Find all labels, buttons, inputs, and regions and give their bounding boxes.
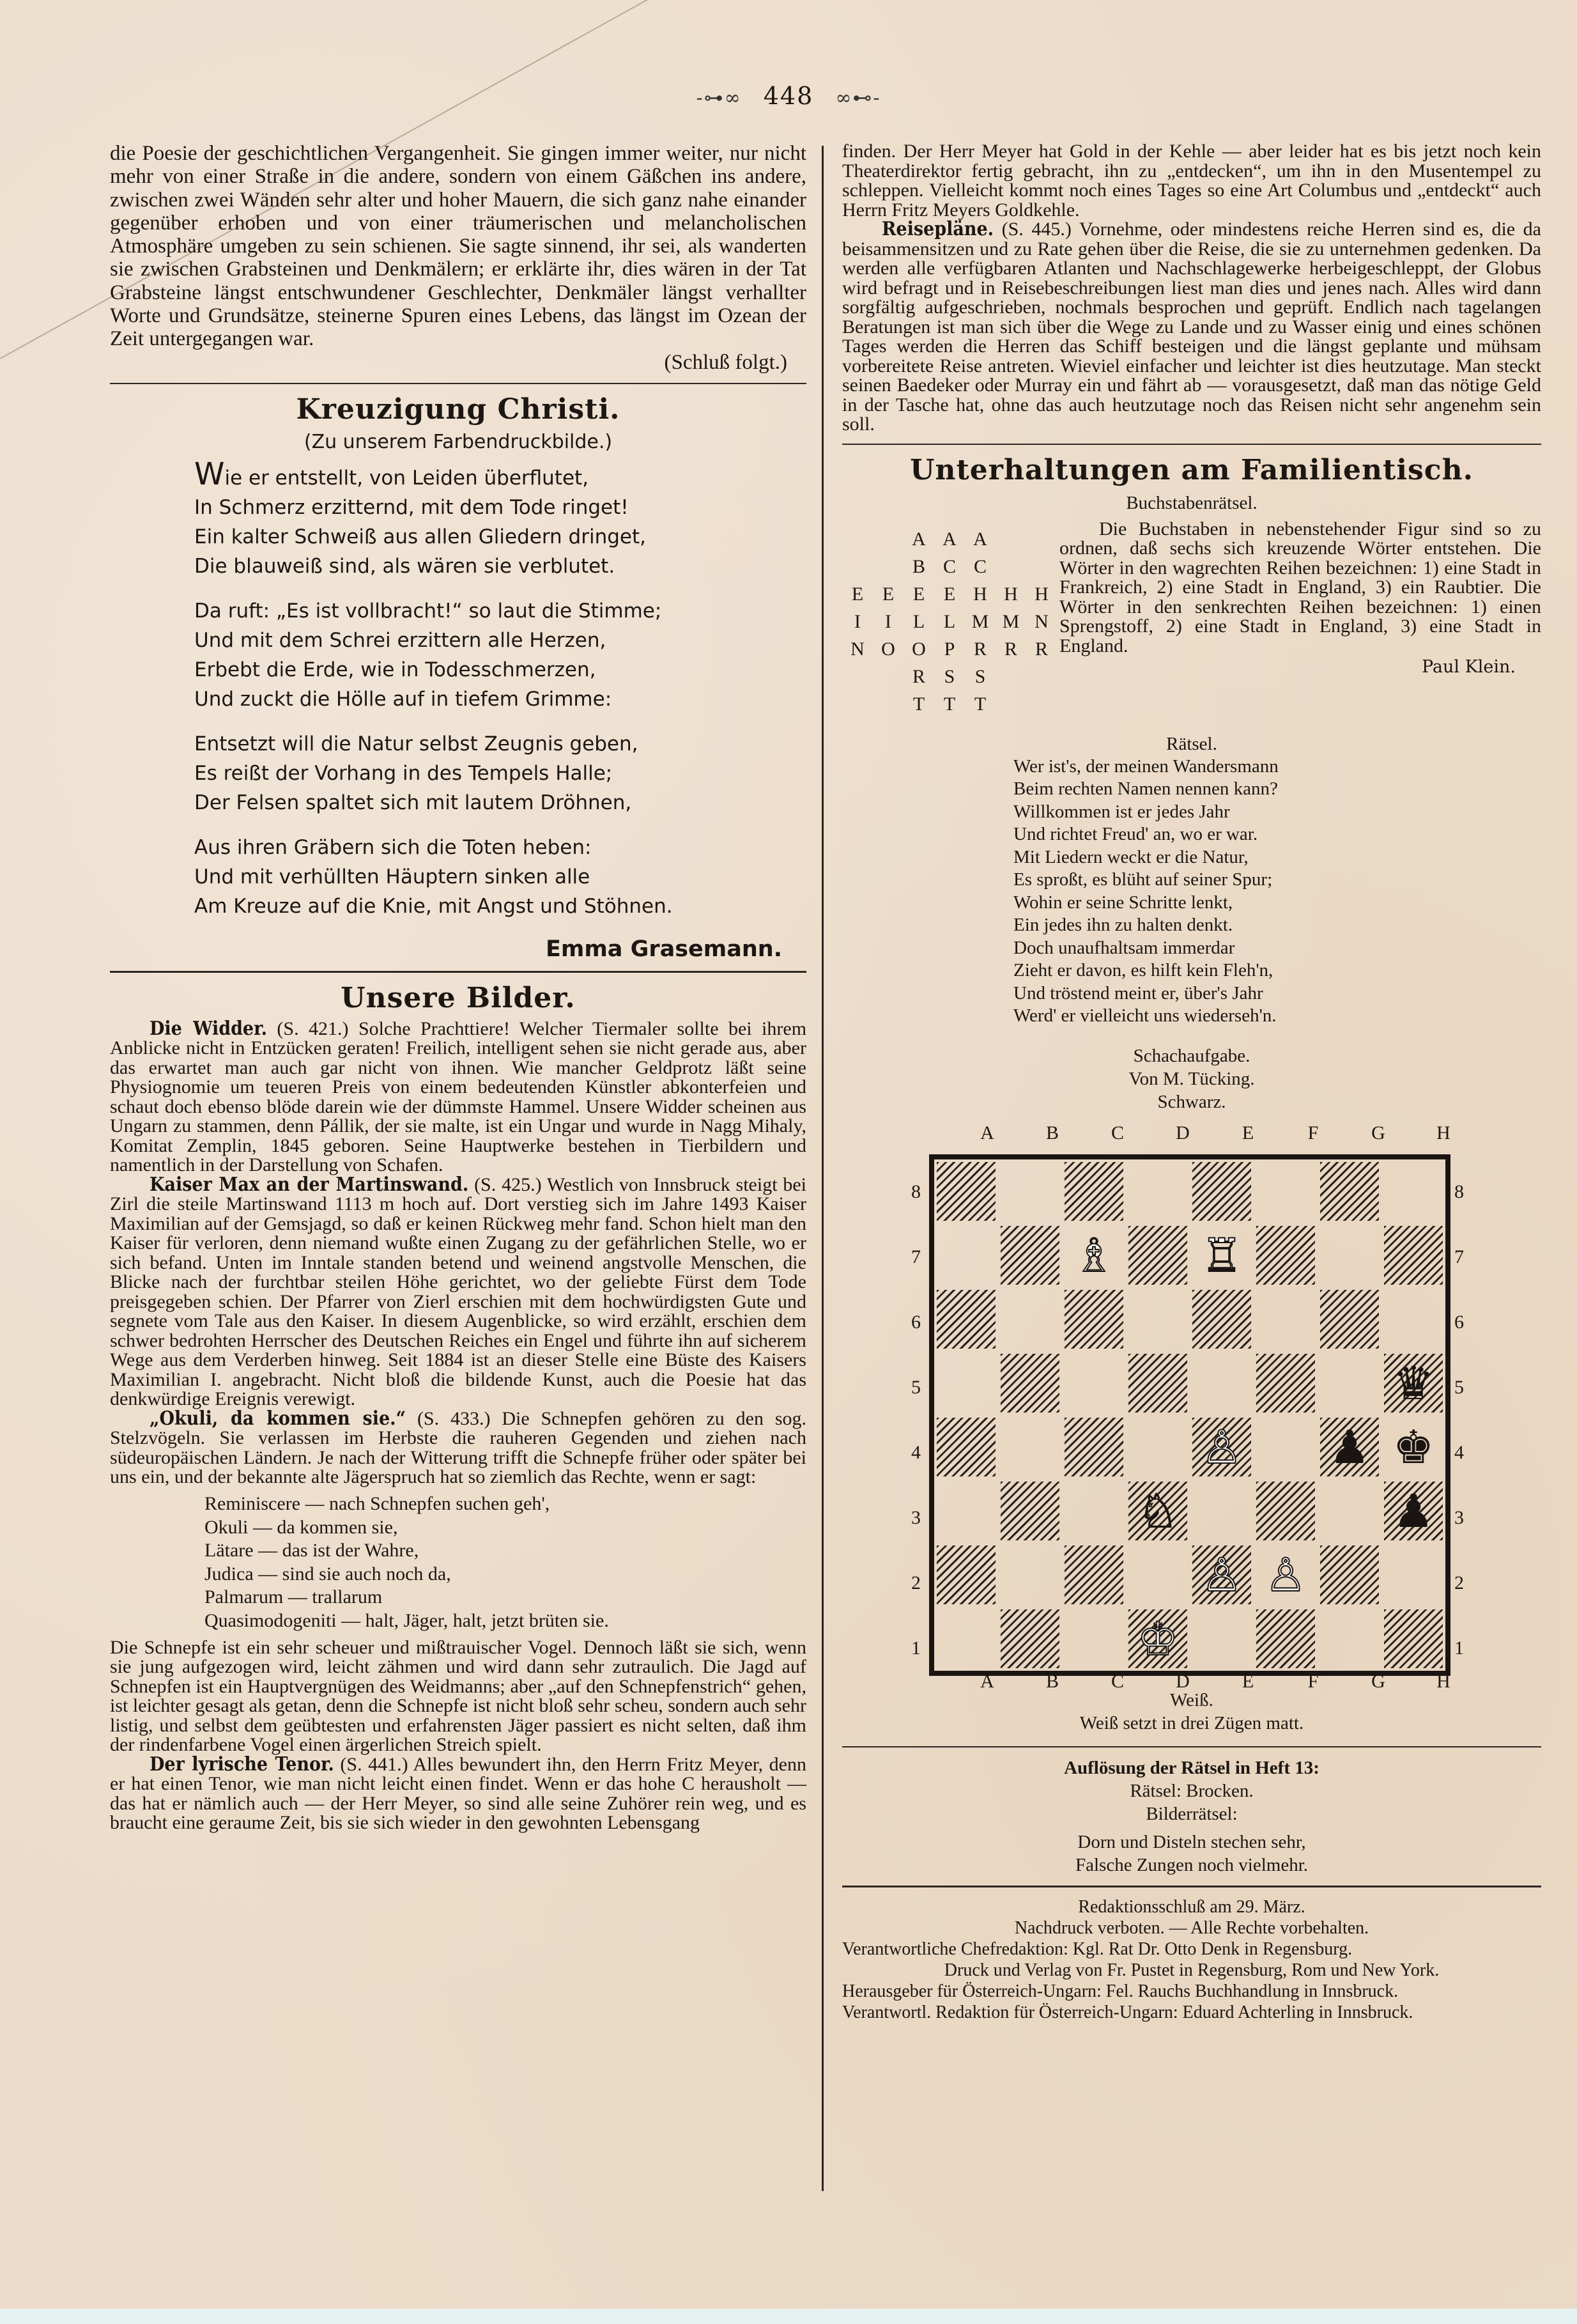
verse-line: Reminiscere — nach Schnepfen suchen geh',	[204, 1492, 550, 1514]
right-column	[842, 142, 1541, 2023]
file-label: G	[1371, 1122, 1385, 1143]
story-ending: die Poesie der geschichtlichen Vergangenheit. Sie gingen immer weiter, nur nicht mehr von einer Straße in die andere, sondern von einem Gäßchen ins andere, zwischen zwei Wänden sehr alter und hoher Mauern, die sich ganz nahe einander gegenüber erhoben und von einer träumerischen und melancholischen Atmosphäre umgeben zu sein schienen. Sie sagte sinnend, ihr sei, als wanderten sie zwischen Grabsteinen und Denkmälern; er erklärte ihr, dies wären in der Tat Grabsteine längst entschwundener Geschlechter, Denkmäler längst verhallter Worte und Grundsätze, steinerne Spuren eines Lebens, das längst im Ozean der Zeit untergegangen war.	[110, 142, 806, 351]
riddle-line: Willkommen ist er jedes Jahr	[1013, 801, 1230, 822]
riddle	[842, 732, 1541, 1028]
grid-cell: C	[942, 556, 956, 577]
imprint-line: Redaktionsschluß am 29. März.	[1078, 1896, 1305, 1917]
poem-line: Am Kreuze auf die Knie, mit Angst und Stöhnen.	[194, 894, 673, 918]
rank-label: 2	[1454, 1572, 1464, 1593]
poem-subtitle: (Zu unserem Farbendruckbilde.)	[304, 430, 613, 453]
grid-cell	[996, 691, 1026, 718]
square-g2	[1320, 1545, 1379, 1604]
square-g4	[1320, 1418, 1379, 1476]
square-e7	[1190, 1223, 1254, 1287]
poem-line: Und zuckt die Hölle auf in tiefem Grimme:	[194, 687, 612, 711]
rank-label: 6	[1454, 1311, 1464, 1333]
poem-line: Der Felsen spaltet sich mit lautem Dröhnen,	[194, 791, 632, 814]
bilder-section	[110, 982, 806, 1833]
chess-problem	[842, 1044, 1541, 1735]
rank-label: 5	[1454, 1376, 1464, 1398]
square-b5	[1001, 1354, 1059, 1413]
square-a7	[934, 1223, 998, 1287]
imprint-line: Herausgeber für Österreich-Ungarn: Fel. Rauchs Buchhandlung in Innsbruck.	[842, 1981, 1399, 2001]
white-pawn-icon: ♙	[1201, 1547, 1243, 1602]
square-f7	[1256, 1226, 1315, 1285]
entertainment-title: Unterhaltungen am Familientisch.	[910, 453, 1473, 486]
black-pawn-icon: ♟	[1328, 1420, 1371, 1474]
square-d2	[1126, 1543, 1190, 1607]
square-g8	[1320, 1162, 1379, 1221]
rank-label: 3	[911, 1507, 921, 1528]
riddle-line: Es sproßt, es blüht auf seiner Spur;	[1013, 869, 1273, 890]
poem-body	[110, 456, 806, 921]
file-label: D	[1176, 1122, 1190, 1143]
grid-cell	[1026, 554, 1057, 581]
poem-line: Und mit verhüllten Häuptern sinken alle	[194, 865, 590, 888]
letter-puzzle-title: Buchstabenrätsel.	[1126, 492, 1258, 513]
file-label: A	[980, 1122, 994, 1143]
square-d8	[1126, 1159, 1190, 1223]
grid-cell	[842, 691, 873, 718]
entry-text: Westlich von Innsbruck steigt bei Zirl die steile Martinswand 1113 m hoch auf. Dort verstieg sich im Jahre 1493 Kaiser Maximilian auf der Gemsjagd, so daß er keinen Rückweg mehr fand. Schon hielt man den Kaiser für verloren, denn niemand wußte einen Zugang zu der gefährlichen Stelle, wo er sich befand. Unten im Inntale standen betend und weinend angstvolle Menschen, die Blicke nach der furchtbar steilen Höhe gerichtet, wo der geliebte Fürst dem Tode preisgegeben schien. Der Pfarrer von Zierl erschien mit dem hochwürdigsten Gute und segnete vom Tale aus den Kaiser. In diesem Augenblicke, so wird erzählt, erschien dem schwer bedrohten Herrscher des Deutschen Reiches ein Engel und führte ihn auf sicherem Wege aus dem Verderben hinweg. Seit 1884 ist an dieser Stelle eine Büste des Kaisers Maximilian I. angebracht. Nicht bloß die bildende Kunst, auch die Poesie hat das denkwürdige Ereignis verewigt.	[110, 1174, 807, 1410]
entry-reiseplaene	[842, 220, 1541, 435]
grid-cell: R	[1035, 639, 1048, 660]
grid-cell: H	[1004, 584, 1018, 605]
rank-label: 4	[1454, 1441, 1464, 1463]
grid-cell: E	[882, 584, 895, 605]
grid-cell: O	[912, 639, 926, 660]
entry-widder	[110, 1019, 806, 1175]
grid-cell	[873, 691, 904, 718]
grid-cell: M	[1002, 611, 1020, 632]
square-b7	[1001, 1226, 1059, 1285]
square-c7	[1062, 1223, 1126, 1287]
white-pawn-icon: ♙	[1265, 1547, 1307, 1602]
riddle-line: Doch unaufhaltsam immerdar	[1013, 937, 1235, 958]
bilder-title: Unsere Bilder.	[341, 981, 576, 1014]
grid-row	[842, 526, 1057, 554]
file-label: D	[1176, 1670, 1190, 1692]
square-c2	[1065, 1545, 1123, 1604]
grid-cell: B	[912, 556, 925, 577]
to-be-continued-note: (Schluß folgt.)	[664, 350, 787, 374]
grid-cell	[842, 526, 873, 554]
poem-line: Wie er entstellt, von Leiden überflutet,	[194, 456, 589, 492]
square-c4	[1065, 1418, 1123, 1476]
file-labels-top	[955, 1122, 1476, 1144]
entry-lead: Der lyrische Tenor.	[150, 1753, 334, 1776]
entry-ref: (S. 445.)	[1001, 219, 1072, 240]
chess-white-label: Weiß.	[1170, 1689, 1213, 1710]
square-h1	[1384, 1609, 1443, 1668]
grid-cell: A	[912, 529, 926, 550]
poem-line: Die blauweiß sind, als wären sie verblutet.	[194, 554, 615, 578]
verse-line: Palmarum — trallarum	[204, 1586, 383, 1608]
imprint-line: Verantwortliche Chefredaktion: Kgl. Rat Dr. Otto Denk in Regensburg.	[842, 1939, 1353, 1959]
grid-row	[842, 663, 1057, 691]
solution-picture-line: Falsche Zungen noch vielmehr.	[1075, 1854, 1308, 1875]
chess-board	[929, 1154, 1450, 1676]
grid-cell: E	[912, 584, 925, 605]
grid-cell: A	[942, 529, 957, 550]
grid-cell	[996, 663, 1026, 691]
square-a5	[934, 1351, 998, 1415]
square-b8	[998, 1159, 1062, 1223]
white-bishop-icon: ♗	[1073, 1228, 1115, 1282]
chess-diagram	[842, 1113, 1541, 1692]
square-a6	[937, 1290, 996, 1349]
poem-section	[110, 393, 806, 962]
square-d3	[1128, 1482, 1187, 1540]
square-c6	[1065, 1290, 1123, 1349]
grid-cell	[873, 554, 904, 581]
grid-cell: R	[1004, 639, 1017, 660]
square-f6	[1254, 1287, 1318, 1351]
letter-puzzle	[842, 492, 1541, 718]
entry-okuli-continued: Die Schnepfe ist ein sehr scheuer und mißtrauischer Vogel. Dennoch läßt sie sich, wenn sie jung aufgezogen wird, leicht zähmen und wird dann sehr zutraulich. Die Jagd auf Schnepfen ist ein Hauptvergnügen des Weidmanns; aber „auf den Schnepfenstrich“ gehen, ist leichter gesagt als getan, denn die Schnepfe ist nicht bloß sehr scheu, sondern auch sehr listig, und selbst dem geübtesten und erfahrensten Jäger passiert es nicht selten, daß ihm der rindenfarbene Vogel einen ärgerlichen Streich spielt.	[110, 1636, 806, 1756]
square-f8	[1254, 1159, 1318, 1223]
grid-cell: L	[943, 611, 956, 632]
chess-task: Weiß setzt in drei Zügen matt.	[1079, 1712, 1304, 1733]
section-rule	[110, 383, 806, 384]
riddle-line: Und richtet Freud' an, wo er war.	[1013, 824, 1258, 844]
riddle-line: Beim rechten Namen nennen kann?	[1013, 779, 1278, 799]
entry-ref: (S. 421.)	[277, 1018, 349, 1039]
rank-label: 4	[911, 1441, 921, 1463]
riddle-line: Und tröstend meint er, über's Jahr	[1013, 982, 1263, 1003]
grid-cell: R	[973, 639, 987, 660]
square-b6	[998, 1287, 1062, 1351]
letter-puzzle-author: Paul Klein.	[1421, 657, 1516, 677]
rank-label: 5	[911, 1376, 921, 1398]
riddle-line: Wohin er seine Schritte lenkt,	[1013, 892, 1233, 913]
solutions	[842, 1756, 1541, 1877]
poem-line: Ein kalter Schweiß aus allen Gliedern dringet,	[194, 525, 646, 548]
square-d1	[1128, 1609, 1187, 1668]
square-d4	[1126, 1415, 1190, 1479]
file-label: C	[1111, 1122, 1124, 1143]
rank-label: 1	[911, 1637, 921, 1659]
grid-cell: E	[943, 584, 956, 605]
square-c3	[1062, 1479, 1126, 1543]
square-b1	[1001, 1609, 1059, 1668]
solution-riddle: Rätsel: Brocken.	[1130, 1780, 1254, 1801]
white-king-icon: ♔	[1137, 1611, 1179, 1666]
entry-ref: (S. 441.)	[340, 1753, 408, 1775]
white-pawn-icon: ♙	[1201, 1420, 1243, 1474]
solution-picture-line: Dorn und Disteln stechen sehr,	[1077, 1831, 1306, 1852]
square-e4	[1192, 1418, 1251, 1476]
hunter-saying-verse	[110, 1492, 806, 1633]
square-g7	[1318, 1223, 1381, 1287]
square-d6	[1126, 1287, 1190, 1351]
grid-cell	[842, 663, 873, 691]
riddle-title: Rätsel.	[1166, 733, 1217, 754]
file-labels-bottom	[955, 1671, 1476, 1693]
rank-label: 6	[911, 1311, 921, 1333]
square-g3	[1318, 1479, 1381, 1543]
page-number: 448	[763, 82, 814, 110]
imprint-line: Verantwortl. Redaktion für Österreich-Ungarn: Eduard Achterling in Innsbruck.	[842, 2002, 1413, 2022]
rank-labels-left	[911, 1159, 921, 1681]
grid-cell: I	[854, 611, 861, 632]
poem-line: Erbebt die Erde, wie in Todesschmerzen,	[194, 658, 596, 681]
grid-cell: A	[973, 529, 987, 550]
square-h2	[1381, 1543, 1445, 1607]
ornament-left-icon: -⊶∞	[696, 87, 742, 109]
square-h8	[1381, 1159, 1445, 1223]
square-c1	[1062, 1607, 1126, 1671]
black-pawn-icon: ♟	[1392, 1483, 1435, 1538]
verse-line: Okuli — da kommen sie,	[204, 1516, 398, 1538]
poem-stanza	[194, 456, 806, 581]
letter-grid	[842, 520, 1059, 718]
rank-labels-right	[1454, 1159, 1464, 1681]
square-b4	[998, 1415, 1062, 1479]
grid-cell: E	[851, 584, 864, 605]
verse-line: Judica — sind sie auch noch da,	[204, 1563, 451, 1584]
square-e3	[1190, 1479, 1254, 1543]
square-f4	[1254, 1415, 1318, 1479]
tenor-continued: finden. Der Herr Meyer hat Gold in der Kehle — aber leider hat es bis jetzt noch kein Theaterdirektor fertig gebracht, ihn zu „entdecken“, um ihn in den Musentempel zu schleppen. Vielleicht kommt noch eines Tages so eine Art Columbus und „entdeckt“ auch Herrn Fritz Meyers Goldkehle.	[842, 141, 1541, 221]
poem-line: Es reißt der Vorhang in des Tempels Halle;	[194, 761, 613, 785]
entry-ref: (S. 433.)	[417, 1407, 491, 1429]
square-b2	[998, 1543, 1062, 1607]
grid-row	[842, 608, 1057, 636]
white-rook-icon: ♖	[1201, 1228, 1243, 1282]
grid-cell: O	[881, 639, 895, 660]
square-a8	[937, 1162, 996, 1221]
grid-cell	[1026, 663, 1057, 691]
grid-cell: T	[943, 693, 956, 715]
grid-cell	[873, 526, 904, 554]
column-divider	[822, 146, 824, 2191]
square-h6	[1381, 1287, 1445, 1351]
rank-label: 2	[911, 1572, 921, 1593]
file-label: H	[1436, 1122, 1450, 1143]
square-h7	[1384, 1226, 1443, 1285]
grid-cell: L	[912, 611, 925, 632]
entry-tenor	[110, 1755, 806, 1833]
entry-ref: (S. 425.)	[474, 1174, 542, 1195]
square-g5	[1318, 1351, 1381, 1415]
grid-cell: T	[912, 693, 925, 715]
square-d5	[1128, 1354, 1187, 1413]
square-g1	[1318, 1607, 1381, 1671]
entry-text: Alles bewundert ihn, den Herrn Fritz Meyer, denn er hat einen Tenor, wie man nicht leicht einen findet. Wenn er das hohe C herausholt — das hat er nämlich auch — der Herr Meyer, so sind alle seine Zuhörer rein weg, und es braucht eine geraume Zeit, bis sie sich wieder in den gewohnten Lebensgang	[110, 1753, 806, 1834]
square-f2	[1254, 1543, 1318, 1607]
grid-row	[842, 581, 1057, 608]
entry-lead: Reisepläne.	[882, 218, 994, 240]
grid-cell: T	[974, 693, 987, 715]
grid-cell	[873, 663, 904, 691]
square-c5	[1062, 1351, 1126, 1415]
grid-cell: H	[973, 584, 987, 605]
square-b3	[1001, 1482, 1059, 1540]
square-e6	[1192, 1290, 1251, 1349]
entry-okuli	[110, 1409, 806, 1487]
white-knight-icon: ♘	[1137, 1483, 1179, 1538]
square-f3	[1256, 1482, 1315, 1540]
square-a1	[934, 1607, 998, 1671]
grid-cell: I	[885, 611, 891, 632]
square-a2	[937, 1545, 996, 1604]
riddle-line: Werd' er vielleicht uns wiederseh'n.	[1013, 1005, 1277, 1026]
verse-line: Quasimodogeniti — halt, Jäger, halt, jetzt brüten sie.	[204, 1609, 609, 1631]
grid-cell	[1026, 526, 1057, 554]
grid-cell: S	[974, 666, 986, 687]
chess-title: Schachaufgabe.	[1133, 1045, 1250, 1066]
file-label: F	[1307, 1670, 1319, 1692]
initial-letter: W	[194, 456, 225, 492]
entry-lead: Die Widder.	[150, 1017, 267, 1040]
grid-cell	[996, 526, 1026, 554]
rank-label: 3	[1454, 1507, 1464, 1528]
file-label: B	[1045, 1670, 1059, 1692]
square-e5	[1190, 1351, 1254, 1415]
letter-puzzle-text: Die Buchstaben in nebenstehender Figur sind so zu ordnen, daß sechs sich kreuzende Wörter entstehen. Die Wörter in den wagrechten Reihen bezeichnen: 1) eine Stadt in Frankreich, 2) eine Stadt in England, 3) ein Raubtier. Die Wörter in den senkrechten Reihen bezeichnen: 1) einen Sprengstoff, 2) eine Stadt in England, 3) eine Stadt in England.	[1059, 518, 1541, 656]
section-rule	[842, 1746, 1541, 1747]
imprint-line: Druck und Verlag von Fr. Pustet in Regensburg, Rom und New York.	[944, 1960, 1440, 1980]
entry-lead: „Okuli, da kommen sie.“	[150, 1407, 406, 1430]
grid-row	[842, 554, 1057, 581]
grid-cell: R	[912, 666, 925, 687]
square-e8	[1192, 1162, 1251, 1221]
grid-cell: M	[971, 611, 989, 632]
grid-cell: N	[850, 639, 865, 660]
grid-row	[842, 636, 1057, 663]
square-f5	[1256, 1354, 1315, 1413]
file-label: A	[980, 1670, 994, 1692]
poem-stanza	[194, 729, 806, 817]
riddle-line: Mit Liedern weckt er die Natur,	[1013, 846, 1249, 867]
square-h5	[1384, 1354, 1443, 1413]
section-rule	[842, 1886, 1541, 1887]
ornament-right-icon: ∞⊷-	[835, 87, 881, 109]
square-a3	[934, 1479, 998, 1543]
poem-stanza	[194, 596, 806, 714]
page-header	[0, 82, 1577, 110]
solutions-title: Auflösung der Rätsel in Heft 13:	[1064, 1757, 1319, 1778]
riddle-line: Ein jedes ihn zu halten denkt.	[1013, 915, 1233, 935]
file-label: G	[1371, 1670, 1385, 1692]
file-label: H	[1436, 1670, 1450, 1692]
file-label: E	[1242, 1670, 1254, 1692]
grid-row	[842, 691, 1057, 718]
poem-line: In Schmerz erzitternd, mit dem Tode ringet!	[194, 495, 629, 519]
grid-cell	[842, 554, 873, 581]
entry-text: Vornehme, oder mindestens reiche Herren sind es, die da beisammensitzen und zu Rate gehen über die Reise, die sie zu unternehmen gedenken. Da werden alle verfügbaren Atlanten und Nachschlagewerke herbeigeschleppt, der Globus wird befragt und in Reisebeschreibungen liest man dies und jenes nach. Alles wird dann sorgfältig aufgeschrieben, nochmals besprochen und geprüft. Endlich nach tagelangen Beratungen ist man sich über die Wege zu Lande und zu Wasser einig und eines schönen Tages werden die Herren das Schiff besteigen und die längst geplante und mühsam vorbereitete Reise antreten. Wieviel einfacher und leichter ist dies heutzutage. Man steckt seinen Baedeker oder Murray ein und fährt ab — vorausgesetzt, daß man das nötige Geld in der Tasche hat, ohne das auch heutzutage noch das Reisen nicht sehr angenehm sein soll.	[842, 219, 1542, 435]
rank-label: 7	[1454, 1246, 1464, 1267]
entry-text: Solche Prachttiere! Welcher Tiermaler sollte bei ihrem Anblicke nicht in Entzücken geraten! Freilich, intelligent sehen sie nicht gerade aus, aber das erwartet man auch gar nicht von ihnen. Wie mancher Geldprotz läßt seine Physiognomie um teueren Preis von einem bedeutenden Künstler abkonterfeien und schaut doch ebenso blöde darein wie der dümmste Hammel. Unsere Widder scheinen aus Ungarn zu stammen, denn Pállik, der sie malte, ist ein Ungar und wurde in Nagg Mihaly, Komitat Zemplin, 1845 geboren. Seine Hauptwerke bestehen in Tierbildern und namentlich in der Darstellung von Schafen.	[110, 1018, 807, 1176]
square-e1	[1190, 1607, 1254, 1671]
square-e2	[1192, 1545, 1251, 1604]
left-column	[110, 142, 806, 1833]
file-label: B	[1045, 1122, 1059, 1143]
imprint-line: Nachdruck verboten. — Alle Rechte vorbehalten.	[1014, 1917, 1369, 1938]
poem-line: Und mit dem Schrei erzittern alle Herzen,	[194, 628, 606, 652]
chess-black-label: Schwarz.	[1157, 1091, 1226, 1112]
rank-label: 1	[1454, 1637, 1464, 1659]
square-g6	[1320, 1290, 1379, 1349]
grid-cell: C	[973, 556, 987, 577]
file-label: C	[1111, 1670, 1124, 1692]
square-h4	[1381, 1415, 1445, 1479]
poem-line: Aus ihren Gräbern sich die Toten heben:	[194, 835, 592, 859]
black-queen-icon: ♛	[1392, 1356, 1435, 1410]
riddle-lines	[842, 755, 1541, 1028]
entry-text: Die Schnepfen gehören zu den sog. Stelzvögeln. Sie verlassen im Herbste die rauheren Gegenden und ziehen nach südeuropäischen Ländern. Je nach der Witterung trifft die Schnepfe früher oder später bei uns ein, und der bekannte alte Jägerspruch hat so ziemlich das Rechte, wenn er sagt:	[110, 1407, 807, 1488]
poem-stanza	[194, 833, 806, 921]
square-f1	[1256, 1609, 1315, 1668]
rank-label: 8	[911, 1181, 921, 1202]
rank-label: 8	[1454, 1181, 1464, 1202]
verse-line: Lätare — das ist der Wahre,	[204, 1540, 419, 1561]
grid-cell: H	[1035, 584, 1049, 605]
poem-title: Kreuzigung Christi.	[296, 392, 620, 426]
grid-cell	[996, 554, 1026, 581]
section-rule	[842, 444, 1541, 445]
imprint	[842, 1896, 1541, 2023]
poem-line: Entsetzt will die Natur selbst Zeugnis geben,	[194, 732, 638, 755]
poem-author: Emma Grasemann.	[545, 936, 782, 962]
file-label: F	[1307, 1122, 1319, 1143]
grid-cell: N	[1035, 611, 1049, 632]
square-c8	[1065, 1162, 1123, 1221]
grid-cell	[1026, 691, 1057, 718]
black-king-icon: ♚	[1392, 1420, 1435, 1474]
entry-kaiser-max	[110, 1175, 806, 1409]
grid-cell: P	[944, 639, 955, 660]
file-label: E	[1242, 1122, 1254, 1143]
entry-lead: Kaiser Max an der Martinswand.	[150, 1173, 469, 1196]
square-h3	[1384, 1482, 1443, 1540]
square-a4	[937, 1418, 996, 1476]
poem-line: Da ruft: „Es ist vollbracht!“ so laut die Stimme;	[194, 599, 662, 623]
solution-picture-title: Bilderrätsel:	[1146, 1803, 1238, 1824]
section-rule	[110, 971, 806, 973]
riddle-line: Wer ist's, der meinen Wandersmann	[1013, 755, 1279, 777]
rank-label: 7	[911, 1246, 921, 1267]
riddle-line: Zieht er davon, es hilft kein Fleh'n,	[1013, 960, 1273, 980]
chess-author: Von M. Tücking.	[1128, 1068, 1255, 1089]
grid-cell: S	[944, 666, 955, 687]
square-d7	[1128, 1226, 1187, 1285]
